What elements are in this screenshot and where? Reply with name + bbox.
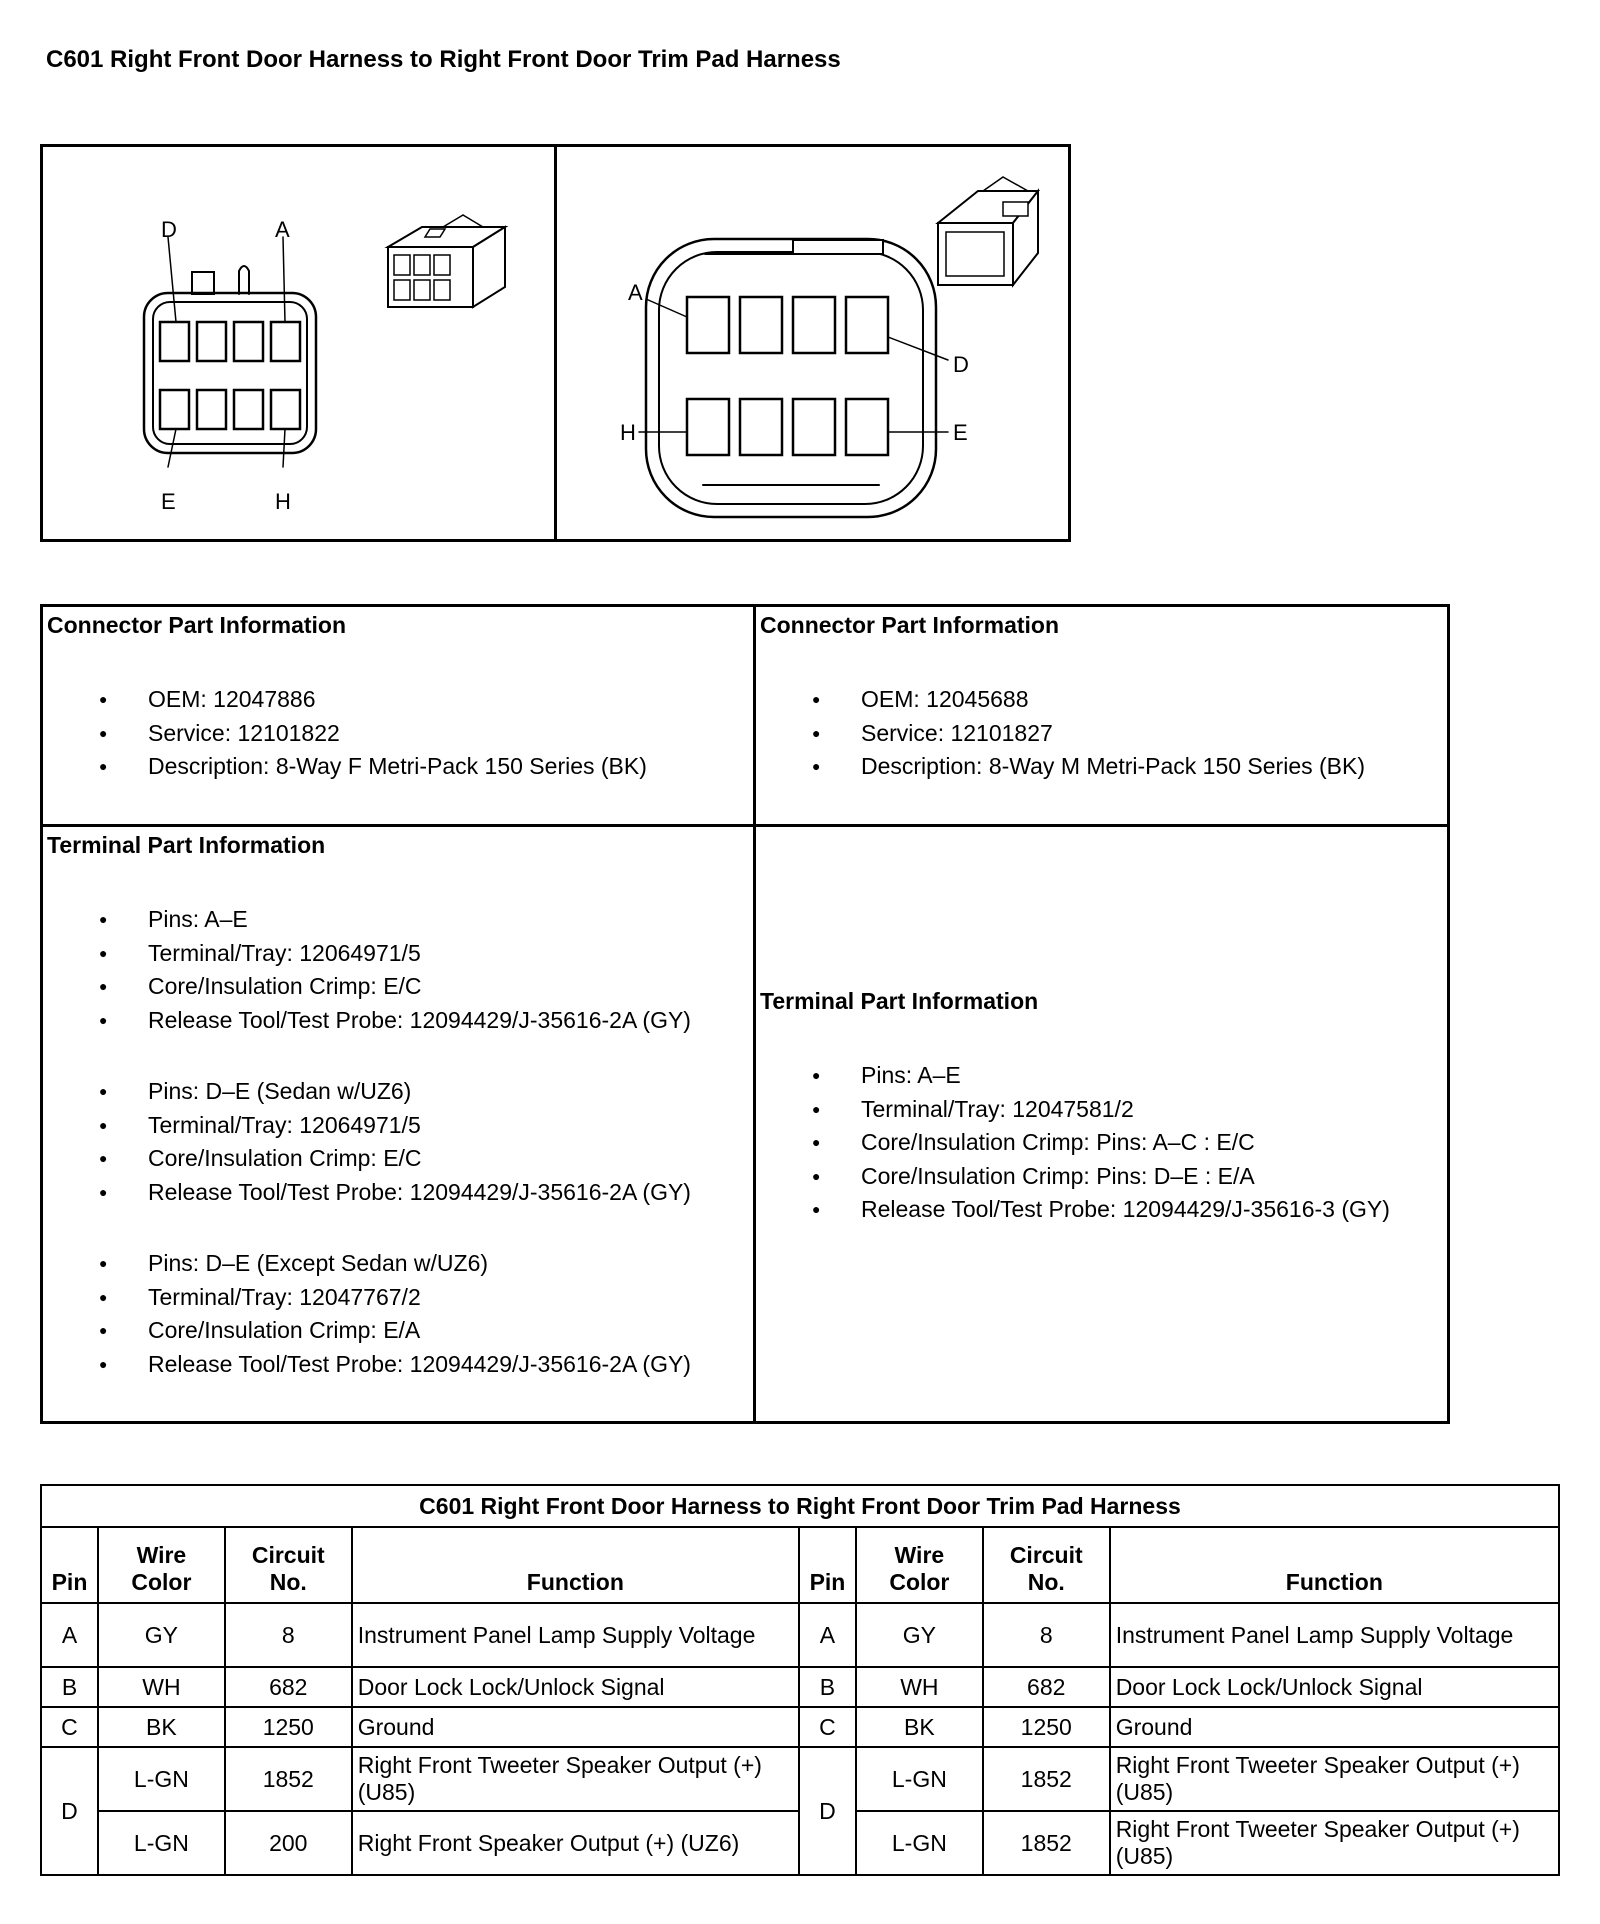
circuit-cell: 1250 (225, 1707, 352, 1747)
function-cell: Right Front Tweeter Speaker Output (+) (U85) (1110, 1747, 1559, 1811)
wire-color-cell: L-GN (98, 1811, 225, 1875)
header-pin: Pin (41, 1527, 98, 1603)
female-connector-thumbnail-icon (388, 215, 505, 307)
pin-cell: B (799, 1667, 856, 1707)
connector-info-list-left (43, 683, 647, 784)
circuit-cell: 1250 (983, 1707, 1110, 1747)
list-item: ● OEM: 12045688 (756, 683, 1365, 717)
circuit-cell: 8 (225, 1603, 352, 1667)
pin-cell: C (41, 1707, 98, 1747)
circuit-cell: 1852 (983, 1811, 1110, 1875)
list-item: ● Terminal/Tray: 12064971/5 (43, 937, 691, 971)
wire-color-cell: L-GN (856, 1811, 983, 1875)
pin-cell: D (799, 1747, 856, 1875)
right-label-d: D (953, 352, 969, 377)
wire-color-cell: WH (856, 1667, 983, 1707)
pin-cell: B (41, 1667, 98, 1707)
function-cell: Ground (1110, 1707, 1559, 1747)
connector-diagrams (43, 147, 1068, 539)
circuit-cell: 8 (983, 1603, 1110, 1667)
list-item: ● Release Tool/Test Probe: 12094429/J-35616-2A (GY) (43, 1348, 691, 1382)
list-item: ● Description: 8-Way F Metri-Pack 150 Series (BK) (43, 750, 647, 784)
wire-color-cell: WH (98, 1667, 225, 1707)
header-function: Function (1110, 1527, 1559, 1603)
terminal-info-group-3 (43, 1247, 691, 1381)
pin-cell: A (41, 1603, 98, 1667)
pinout-table-title: C601 Right Front Door Harness to Right Front Door Trim Pad Harness (41, 1485, 1559, 1527)
pin-cell: A (799, 1603, 856, 1667)
function-cell: Right Front Tweeter Speaker Output (+) (U85) (352, 1747, 799, 1811)
circuit-cell: 1852 (225, 1747, 352, 1811)
pinout-table (40, 1484, 1560, 1876)
wire-color-cell: L-GN (98, 1747, 225, 1811)
list-item: ● Release Tool/Test Probe: 12094429/J-35616-2A (GY) (43, 1176, 691, 1210)
pin-cell: D (41, 1747, 98, 1875)
connector-info-heading-right: Connector Part Information (760, 612, 1060, 638)
part-info-horizontal-divider (43, 824, 1447, 827)
list-item: ● Pins: D–E (Sedan w/UZ6) (43, 1075, 691, 1109)
table-header-row (41, 1527, 1559, 1603)
wire-color-cell: L-GN (856, 1747, 983, 1811)
table-row (41, 1747, 1559, 1811)
female-connector-face (144, 237, 316, 467)
list-item: ● Pins: A–E (43, 903, 691, 937)
function-cell: Instrument Panel Lamp Supply Voltage (352, 1603, 799, 1667)
header-pin: Pin (799, 1527, 856, 1603)
list-item: ● Description: 8-Way M Metri-Pack 150 Series (BK) (756, 750, 1365, 784)
left-label-e: E (161, 489, 176, 514)
function-cell: Instrument Panel Lamp Supply Voltage (1110, 1603, 1559, 1667)
header-circuit: Circuit No. (983, 1527, 1110, 1603)
wire-color-cell: GY (856, 1603, 983, 1667)
left-label-h: H (275, 489, 291, 514)
header-wire-color: Wire Color (98, 1527, 225, 1603)
table-row (41, 1603, 1559, 1667)
list-item: ● Service: 12101827 (756, 717, 1365, 751)
function-cell: Ground (352, 1707, 799, 1747)
table-row (41, 1707, 1559, 1747)
list-item: ● Core/Insulation Crimp: Pins: D–E : E/A (756, 1160, 1390, 1194)
function-cell: Right Front Tweeter Speaker Output (+) (U85) (1110, 1811, 1559, 1875)
list-item: ● Pins: A–E (756, 1059, 1390, 1093)
list-item: ● Core/Insulation Crimp: E/A (43, 1314, 691, 1348)
wire-color-cell: BK (98, 1707, 225, 1747)
header-circuit: Circuit No. (225, 1527, 352, 1603)
part-information-table (40, 604, 1450, 1424)
header-wire-color: Wire Color (856, 1527, 983, 1603)
wire-color-cell: GY (98, 1603, 225, 1667)
circuit-cell: 682 (225, 1667, 352, 1707)
male-connector-thumbnail-icon (938, 177, 1038, 285)
table-row (41, 1667, 1559, 1707)
terminal-info-heading-right: Terminal Part Information (760, 988, 1039, 1014)
list-item: ● OEM: 12047886 (43, 683, 647, 717)
function-cell: Right Front Speaker Output (+) (UZ6) (352, 1811, 799, 1875)
list-item: ● Service: 12101822 (43, 717, 647, 751)
terminal-info-heading-left: Terminal Part Information (47, 832, 326, 858)
connector-info-heading-left: Connector Part Information (47, 612, 347, 638)
right-label-a: A (628, 280, 643, 305)
connector-info-list-right (756, 683, 1365, 784)
page-title: C601 Right Front Door Harness to Right Front Door Trim Pad Harness (46, 46, 841, 73)
function-cell: Door Lock Lock/Unlock Signal (1110, 1667, 1559, 1707)
terminal-info-group-2 (43, 1075, 691, 1209)
circuit-cell: 682 (983, 1667, 1110, 1707)
male-connector-face (639, 239, 948, 517)
list-item: ● Core/Insulation Crimp: Pins: A–C : E/C (756, 1126, 1390, 1160)
circuit-cell: 200 (225, 1811, 352, 1875)
header-function: Function (352, 1527, 799, 1603)
connector-diagram-frame (40, 144, 1071, 542)
right-label-h: H (620, 420, 636, 445)
list-item: ● Core/Insulation Crimp: E/C (43, 970, 691, 1004)
pin-cell: C (799, 1707, 856, 1747)
list-item: ● Terminal/Tray: 12047581/2 (756, 1093, 1390, 1127)
terminal-info-list-right (756, 1059, 1390, 1227)
list-item: ● Release Tool/Test Probe: 12094429/J-35616-3 (GY) (756, 1193, 1390, 1227)
list-item: ● Terminal/Tray: 12047767/2 (43, 1281, 691, 1315)
function-cell: Door Lock Lock/Unlock Signal (352, 1667, 799, 1707)
list-item: ● Terminal/Tray: 12064971/5 (43, 1109, 691, 1143)
wire-color-cell: BK (856, 1707, 983, 1747)
circuit-cell: 1852 (983, 1747, 1110, 1811)
list-item: ● Core/Insulation Crimp: E/C (43, 1142, 691, 1176)
right-label-e: E (953, 420, 968, 445)
left-label-a: A (275, 217, 290, 242)
list-item: ● Release Tool/Test Probe: 12094429/J-35616-2A (GY) (43, 1004, 691, 1038)
terminal-info-group-1 (43, 903, 691, 1037)
list-item: ● Pins: D–E (Except Sedan w/UZ6) (43, 1247, 691, 1281)
left-label-d: D (161, 217, 177, 242)
